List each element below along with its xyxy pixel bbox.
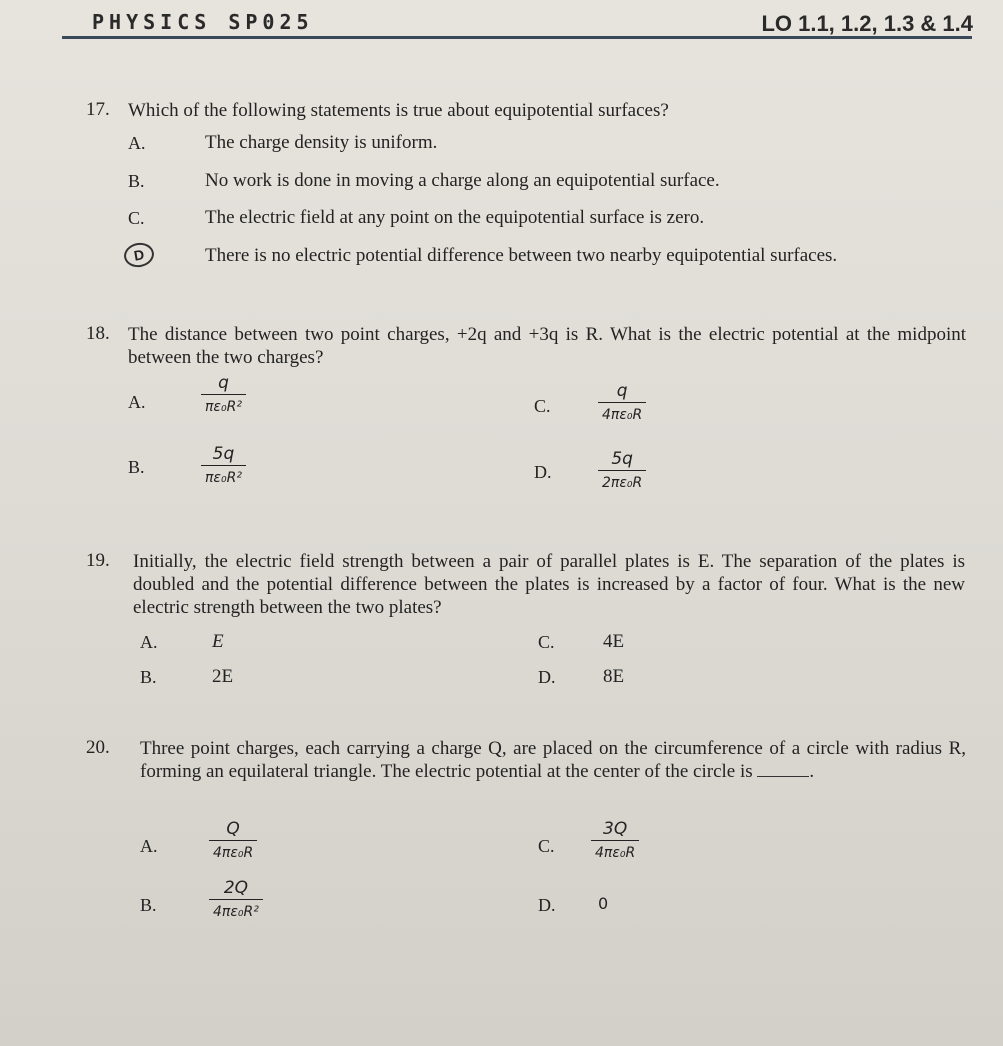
denominator: 4πε₀R	[591, 840, 639, 863]
fraction	[209, 877, 263, 922]
fraction	[598, 380, 646, 425]
option-text: The electric field at any point on the equipotential surface is zero.	[205, 207, 705, 228]
denominator: πε₀R²	[201, 465, 246, 488]
numerator: q	[218, 373, 229, 393]
denominator: 4πε₀R	[209, 840, 257, 863]
fraction	[209, 818, 257, 863]
numerator: q	[616, 381, 628, 401]
numerator: 2Q	[223, 878, 249, 898]
question-text: The distance between two point charges, +2q and +3q is R. What is the electric potential at the midpoint between the two charges?	[128, 324, 966, 368]
denominator: 2πε₀R	[598, 470, 646, 493]
option-text: 0	[598, 894, 609, 913]
numerator: 5q	[212, 444, 235, 464]
denominator: 4πε₀R	[598, 402, 646, 425]
option-letter: B.	[128, 171, 145, 191]
course-title: PHYSICS SP025	[92, 10, 314, 34]
option-letter: B.	[128, 457, 145, 477]
fraction	[598, 448, 646, 493]
question-text-end: .	[809, 761, 815, 782]
option-text: The charge density is uniform.	[205, 132, 438, 153]
denominator: πε₀R²	[201, 394, 246, 417]
denominator: 4πε₀R²	[209, 899, 263, 922]
option-text: No work is done in moving a charge along an equipotential surface.	[205, 170, 720, 191]
question-number: 20.	[86, 737, 110, 758]
option-letter: B.	[140, 667, 157, 687]
numerator: 3Q	[603, 819, 628, 839]
option-text: There is no electric potential difference between two nearby equipotential surfaces.	[205, 245, 838, 266]
question-number: 18.	[86, 323, 110, 344]
answer-mark-circle	[122, 241, 156, 270]
option-text: 8E	[603, 666, 625, 687]
option-letter: C.	[128, 208, 145, 228]
option-letter: D.	[538, 667, 556, 687]
option-text: 4E	[603, 631, 625, 652]
numerator: Q	[226, 819, 240, 839]
learning-outcomes: LO 1.1, 1.2, 1.3 & 1.4	[761, 11, 973, 36]
option-letter: A.	[128, 133, 146, 153]
numerator: 5q	[611, 449, 633, 469]
option-letter: C.	[534, 396, 551, 416]
option-letter: A.	[140, 836, 158, 856]
option-text: 2E	[212, 666, 234, 687]
option-letter: C.	[538, 632, 555, 652]
option-letter: D.	[538, 895, 556, 915]
option-letter: A.	[140, 632, 158, 652]
fraction	[201, 443, 246, 488]
fraction	[201, 372, 246, 417]
option-letter: B.	[140, 895, 157, 915]
answer-blank	[757, 776, 809, 777]
fraction	[591, 818, 639, 863]
option-letter: A.	[128, 392, 146, 412]
header-divider	[62, 36, 972, 39]
question-text-body: Three point charges, each carrying a charge Q, are placed on the circumference of a circle with radius R, forming an equilateral triangle. The electric potential at the center of the circle is	[140, 738, 966, 782]
option-text: E	[212, 631, 224, 652]
marked-answer: D	[132, 246, 146, 264]
question-text	[140, 737, 966, 783]
question-text: Which of the following statements is true about equipotential surfaces?	[128, 100, 669, 121]
option-letter: C.	[538, 836, 555, 856]
question-text: Initially, the electric field strength between a pair of parallel plates is E. The separation of the plates is doubled and the potential difference between the plates is increased by a factor of four. What is the new electric strength between the two plates?	[133, 551, 965, 618]
option-letter: D.	[534, 462, 552, 482]
question-number: 17.	[86, 99, 110, 120]
question-number: 19.	[86, 550, 110, 571]
